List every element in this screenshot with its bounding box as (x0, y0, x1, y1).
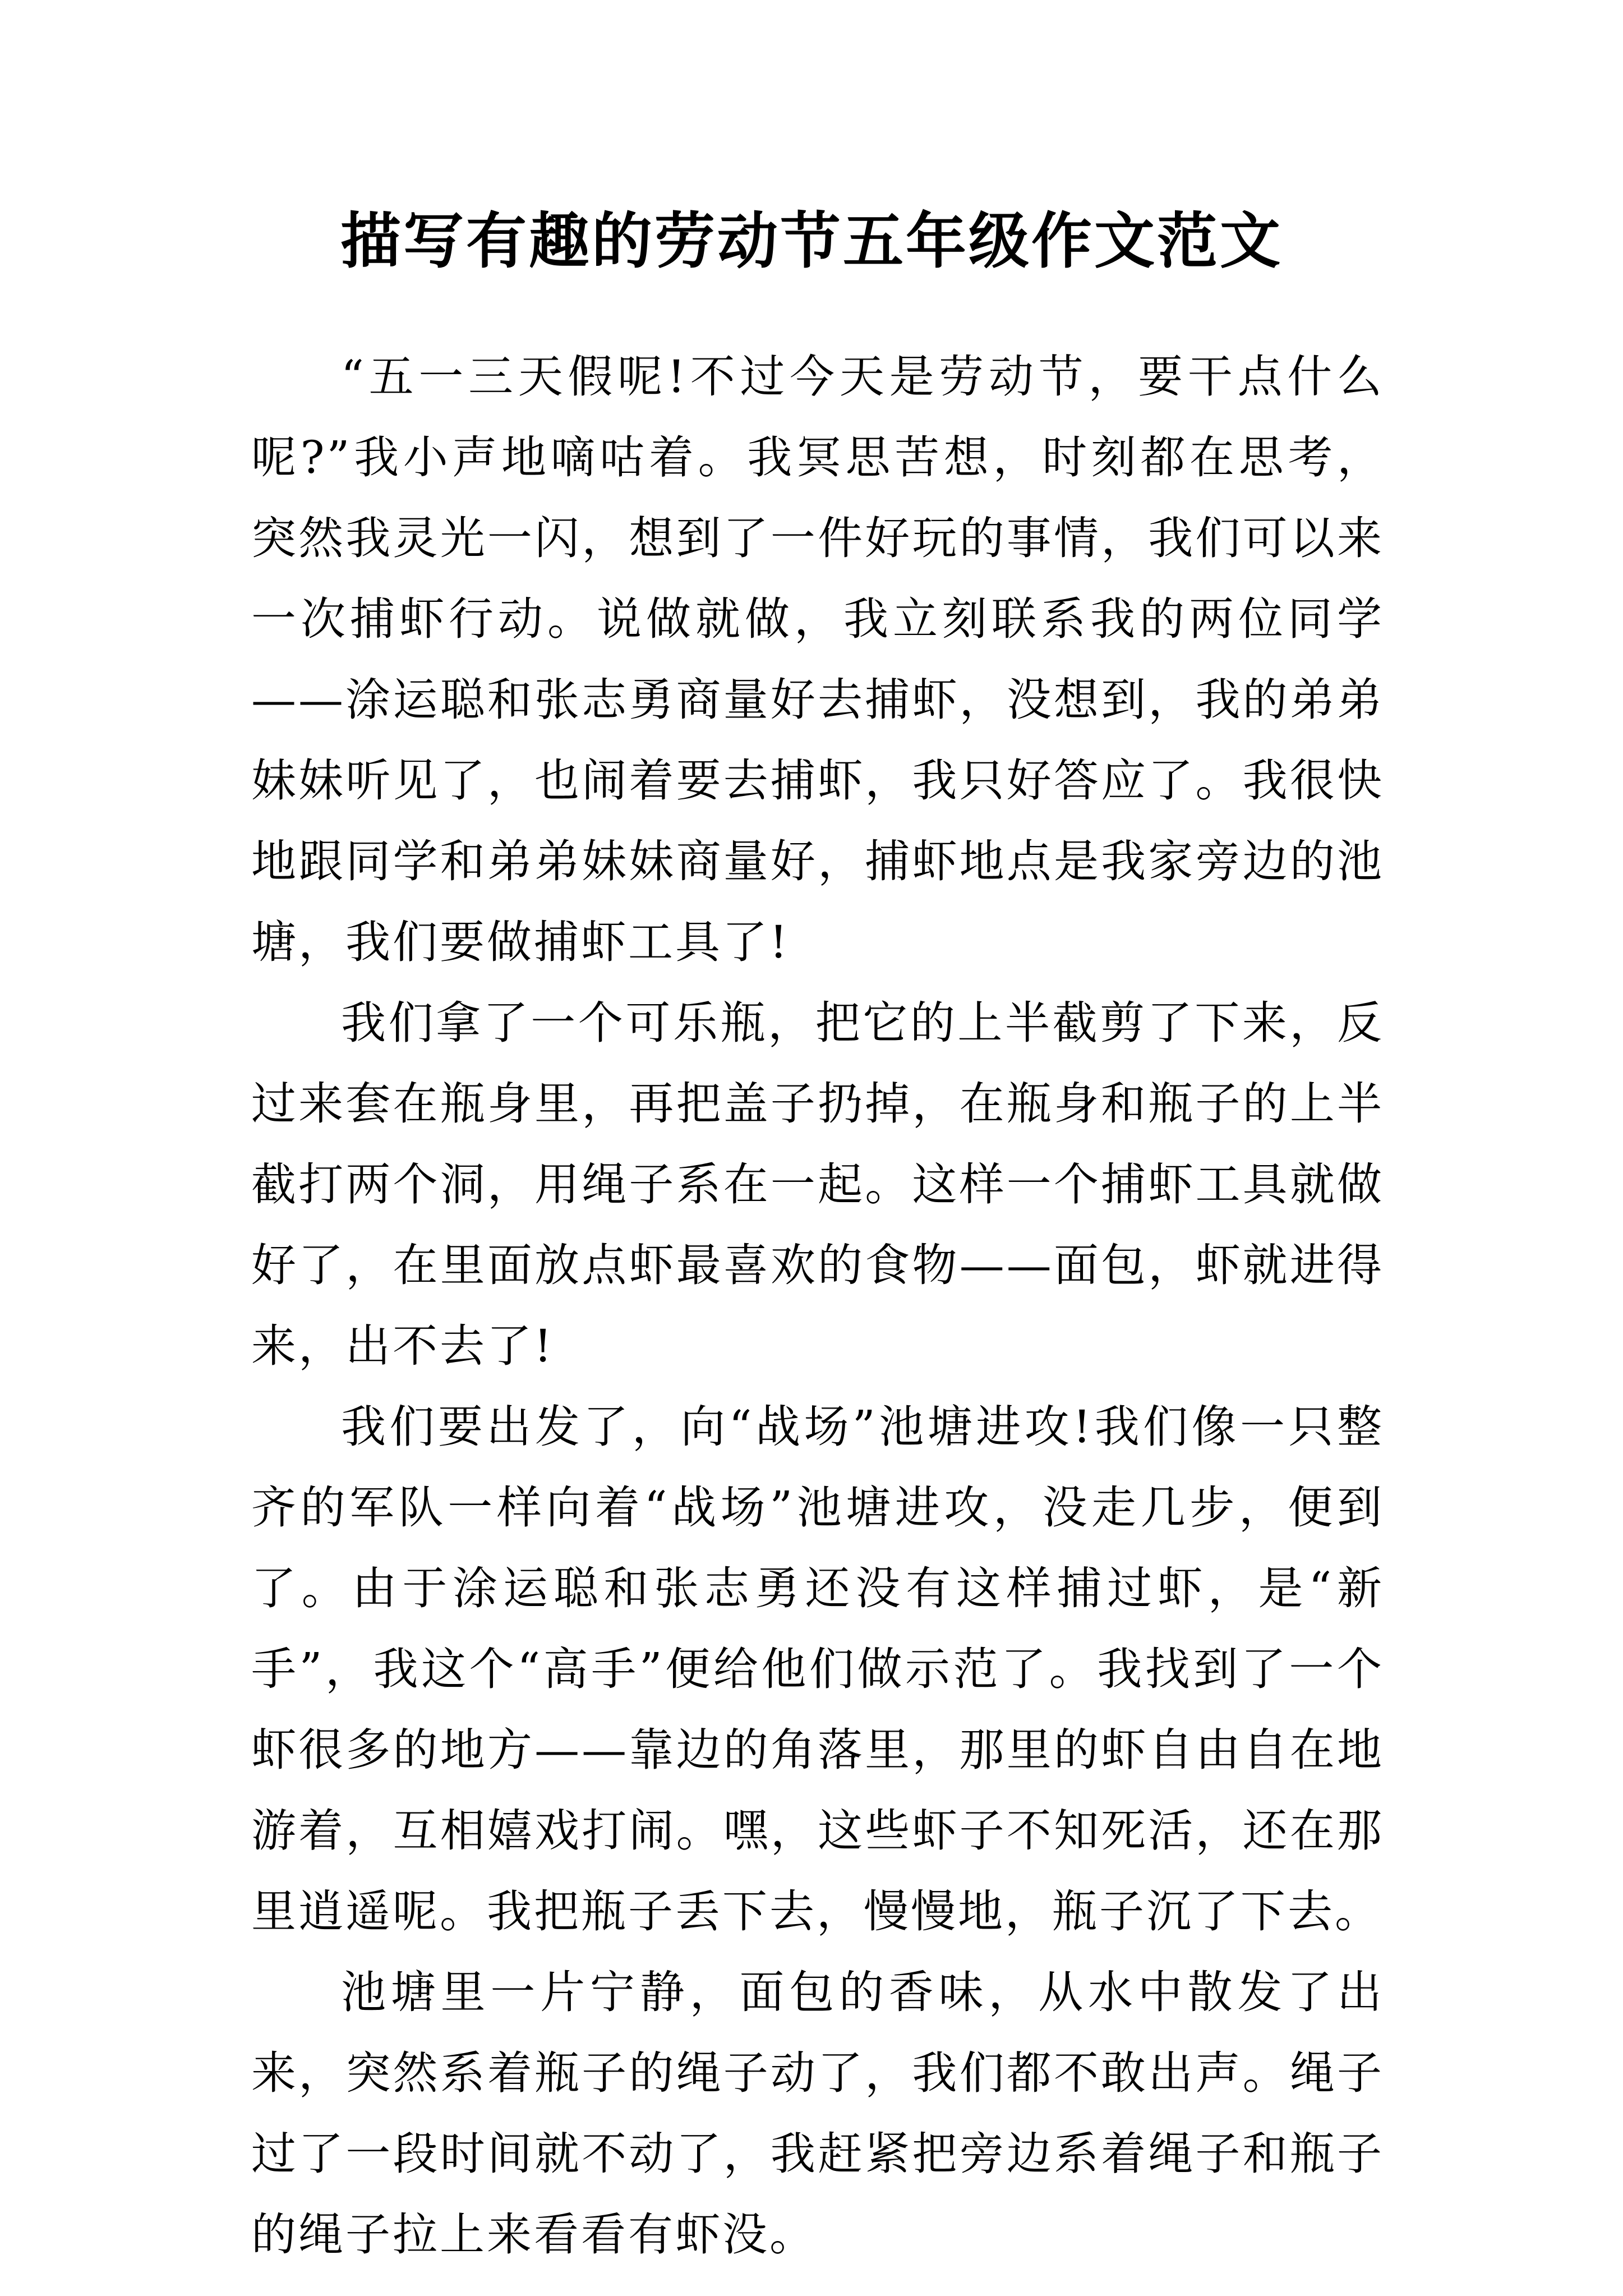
document-body (251, 337, 1384, 2275)
paragraph-1: “五一三天假呢!不过今天是劳动节，要干点什么呢?”我小声地嘀咕着。我冥思苦想，时刻都在思考，突然我灵光一闪，想到了一件好玩的事情，我们可以来一次捕虾行动。说做就做，我立刻联系我的两位同学——涂运聪和张志勇商量好去捕虾，没想到，我的弟弟妹妹听见了，也闹着要去捕虾，我只好答应了。我很快地跟同学和弟弟妹妹商量好，捕虾地点是我家旁边的池塘，我们要做捕虾工具了! (251, 351, 1384, 968)
document-title: 描写有趣的劳动节五年级作文范文 (340, 206, 1283, 277)
paragraph-4: 池塘里一片宁静，面包的香味，从水中散发了出来，突然系着瓶子的绳子动了，我们都不敢出声。绳子过了一段时间就不动了，我赶紧把旁边系着绳子和瓶子的绳子拉上来看看有虾没。 (251, 1966, 1384, 2261)
paragraph-3: 我们要出发了，向“战场”池塘进攻!我们像一只整齐的军队一样向着“战场”池塘进攻，没走几步，便到了。由于涂运聪和张志勇还没有这样捕过虾，是“新手”，我这个“高手”便给他们做示范了。我找到了一个虾很多的地方——靠边的角落里，那里的虾自由自在地游着，互相嬉戏打闹。嘿，这些虾子不知死活，还在那里逍遥呢。我把瓶子丢下去，慢慢地，瓶子沉了下去。 (251, 1401, 1384, 1938)
paragraph-2: 我们拿了一个可乐瓶，把它的上半截剪了下来，反过来套在瓶身里，再把盖子扔掉，在瓶身和瓶子的上半截打两个洞，用绳子系在一起。这样一个捕虾工具就做好了，在里面放点虾最喜欢的食物——面包，虾就进得来，出不去了! (251, 997, 1384, 1372)
